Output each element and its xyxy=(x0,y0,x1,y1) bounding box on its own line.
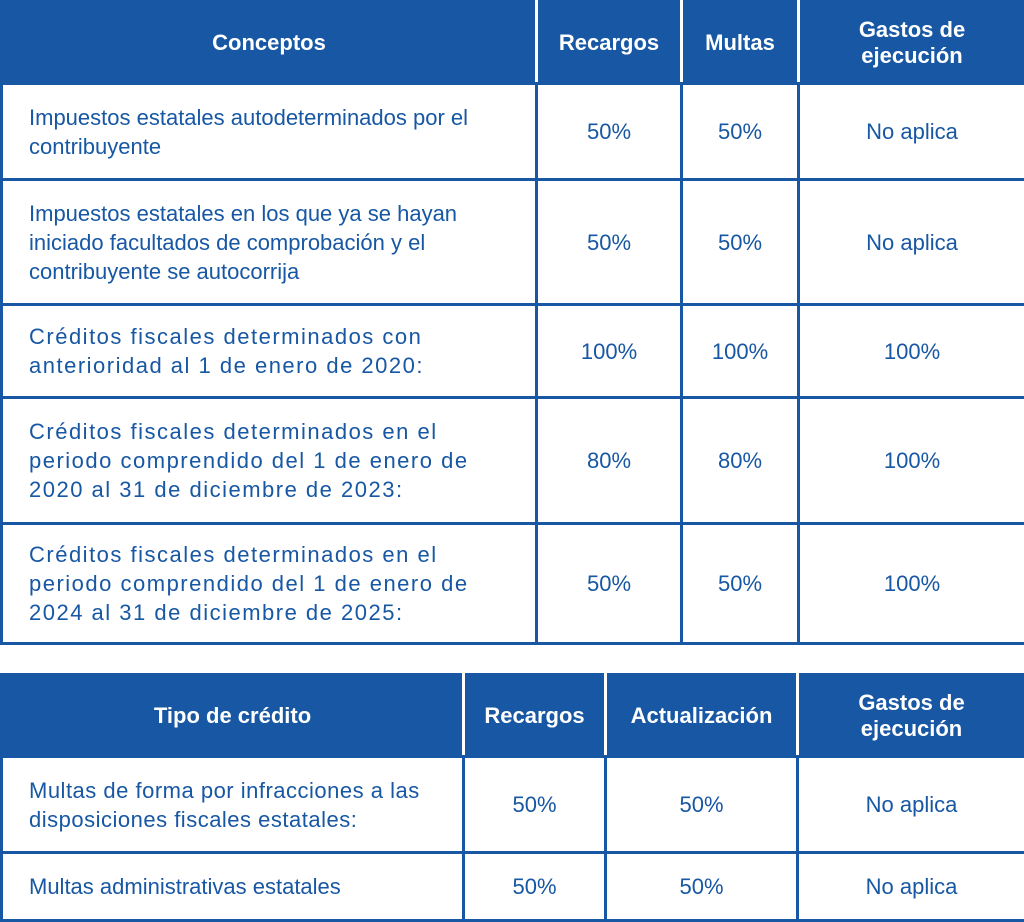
header-gastos-ejecucion: Gastos de ejecución xyxy=(798,675,1024,757)
concept-cell: Créditos fiscales determinados en el periodo comprendido del 1 de enero de 2024 al 31 de diciembre de 2025: xyxy=(2,524,537,644)
table-row xyxy=(2,180,1024,305)
concept-cell: Impuestos estatales autodeterminados por el contribuyente xyxy=(2,84,537,180)
gastos-cell: 100% xyxy=(799,305,1024,398)
header-recargos: Recargos xyxy=(537,2,682,84)
multas-cell: 50% xyxy=(682,180,799,305)
gastos-cell: No aplica xyxy=(799,84,1024,180)
concept-cell: Créditos fiscales determinados con anterioridad al 1 de enero de 2020: xyxy=(2,305,537,398)
table-row xyxy=(2,84,1024,180)
gastos-cell: 100% xyxy=(799,524,1024,644)
table-row xyxy=(2,305,1024,398)
gastos-cell: 100% xyxy=(799,398,1024,524)
table-row xyxy=(2,398,1024,524)
recargos-cell: 50% xyxy=(464,757,606,853)
header-tipo-credito: Tipo de crédito xyxy=(2,675,464,757)
concept-cell: Impuestos estatales en los que ya se hayan iniciado facultados de comprobación y el contribuyente se autocorrija xyxy=(2,180,537,305)
table-header-row xyxy=(2,2,1024,84)
concept-cell: Créditos fiscales determinados en el periodo comprendido del 1 de enero de 2020 al 31 de diciembre de 2023: xyxy=(2,398,537,524)
gastos-cell: No aplica xyxy=(799,180,1024,305)
header-conceptos: Conceptos xyxy=(2,2,537,84)
multas-cell: 100% xyxy=(682,305,799,398)
table-header-row xyxy=(2,675,1024,757)
multas-cell: 50% xyxy=(682,84,799,180)
recargos-cell: 50% xyxy=(537,180,682,305)
benefits-table-tipo-credito xyxy=(0,673,1024,922)
recargos-cell: 50% xyxy=(537,84,682,180)
multas-cell: 80% xyxy=(682,398,799,524)
actualizacion-cell: 50% xyxy=(606,757,798,853)
table-row xyxy=(2,853,1024,921)
header-recargos: Recargos xyxy=(464,675,606,757)
recargos-cell: 100% xyxy=(537,305,682,398)
multas-cell: 50% xyxy=(682,524,799,644)
recargos-cell: 50% xyxy=(464,853,606,921)
header-actualizacion: Actualización xyxy=(606,675,798,757)
actualizacion-cell: 50% xyxy=(606,853,798,921)
header-gastos-ejecucion: Gastos de ejecución xyxy=(799,2,1024,84)
concept-cell: Multas de forma por infracciones a las disposiciones fiscales estatales: xyxy=(2,757,464,853)
recargos-cell: 80% xyxy=(537,398,682,524)
concept-cell: Multas administrativas estatales xyxy=(2,853,464,921)
recargos-cell: 50% xyxy=(537,524,682,644)
gastos-cell: No aplica xyxy=(798,757,1024,853)
gastos-cell: No aplica xyxy=(798,853,1024,921)
table-row xyxy=(2,757,1024,853)
table-row xyxy=(2,524,1024,644)
header-multas: Multas xyxy=(682,2,799,84)
